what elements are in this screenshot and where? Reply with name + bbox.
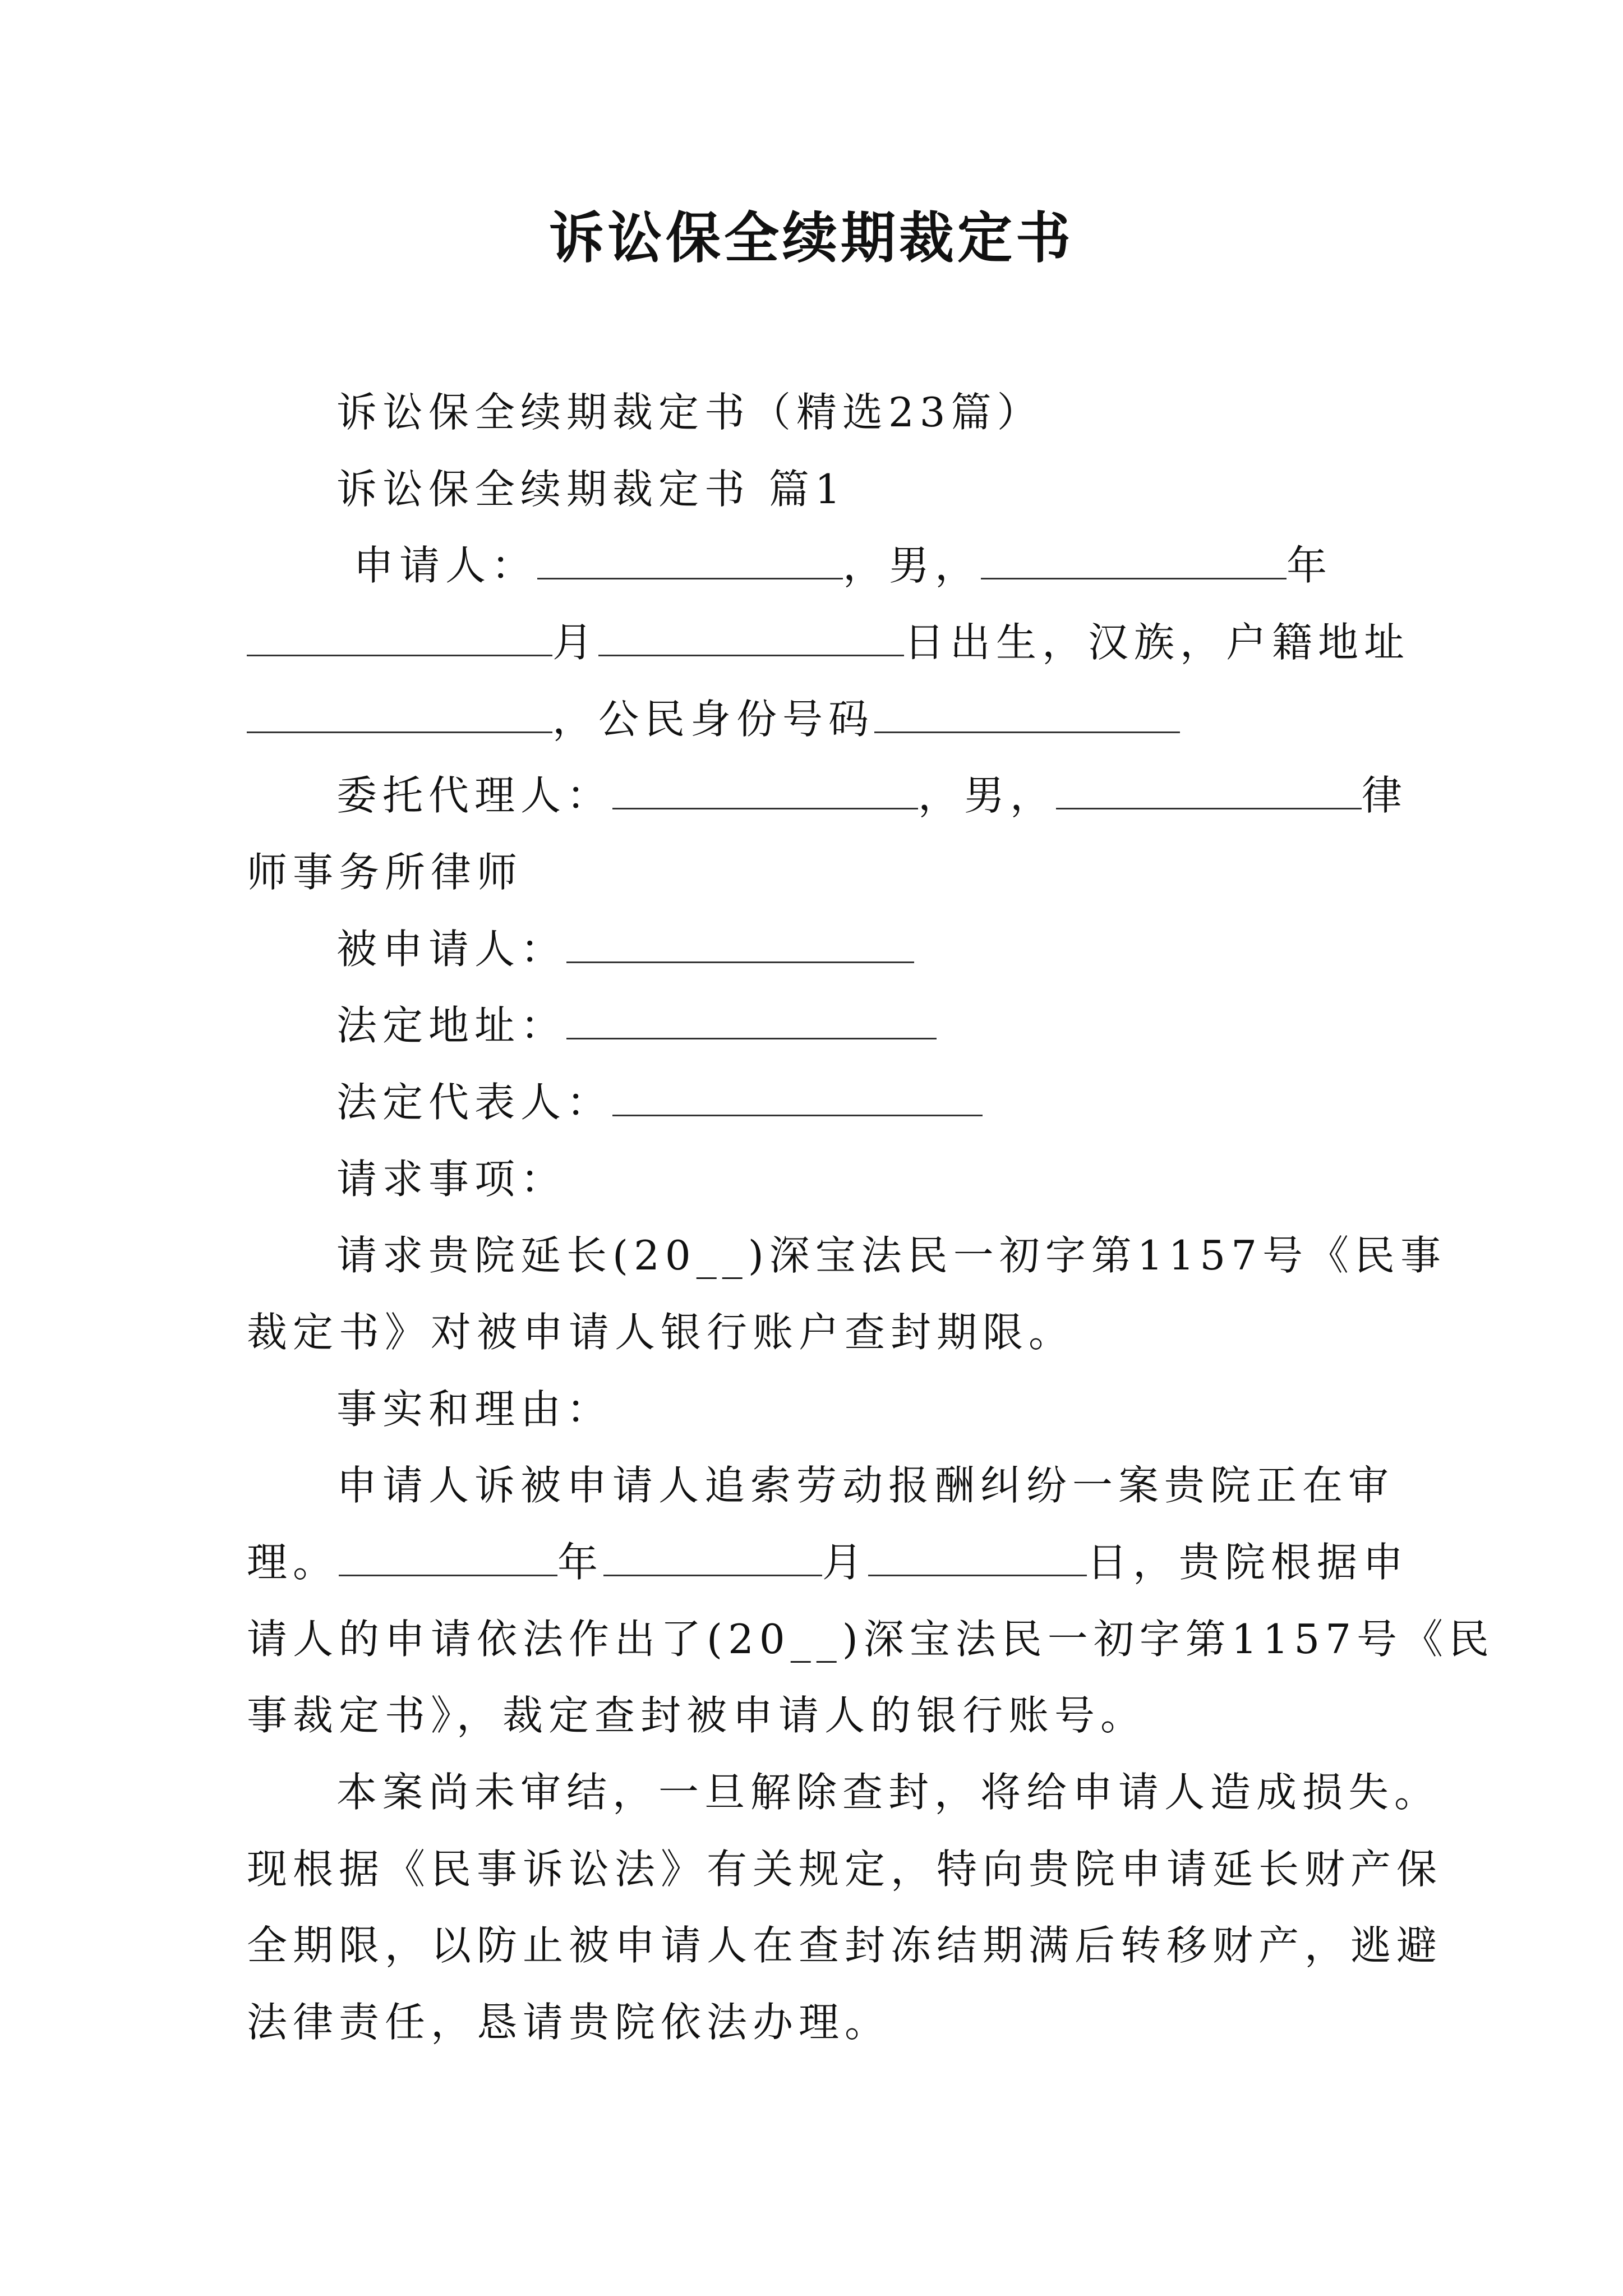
document-title: 诉讼保全续期裁定书 bbox=[548, 206, 1074, 270]
birth-year-blank bbox=[981, 541, 1287, 579]
legal-address-line bbox=[336, 997, 937, 1053]
agent-label: 委托代理人： bbox=[336, 772, 613, 819]
subtitle: 诉讼保全续期裁定书（精选23篇） bbox=[336, 389, 1043, 436]
claims-heading: 请求事项： bbox=[336, 1156, 567, 1203]
respondent-line bbox=[336, 921, 914, 977]
ruling-month-blank bbox=[603, 1538, 822, 1576]
respondent-blank bbox=[566, 924, 914, 963]
birth-month-blank bbox=[247, 618, 552, 656]
ruling-year-blank bbox=[339, 1538, 557, 1576]
month-label: 月 bbox=[552, 619, 599, 666]
legal-address-blank bbox=[566, 1001, 937, 1039]
legal-rep-line bbox=[336, 1074, 983, 1130]
facts-p2-line-2: 现根据《民事诉讼法》有关规定，特向贵院申请延长财产保 bbox=[247, 1846, 1443, 1893]
birth-ethnicity-label: 日出生，汉族，户籍地址 bbox=[904, 619, 1410, 666]
household-address-blank bbox=[247, 694, 552, 733]
law-firm-blank bbox=[1056, 771, 1362, 809]
agent-gender: ，男， bbox=[918, 772, 1057, 819]
agent-name-blank bbox=[612, 771, 918, 809]
facts-p1-line-1: 申请人诉被申请人追索劳动报酬纠纷一案贵院正在审 bbox=[336, 1462, 1395, 1509]
facts-p2-line-3: 全期限，以防止被申请人在查封冻结期满后转移财产，逃避 bbox=[247, 1922, 1443, 1969]
applicant-gender: ，男， bbox=[843, 542, 981, 589]
id-number-label: ，公民身份号码 bbox=[552, 696, 875, 743]
legal-rep-blank bbox=[612, 1078, 983, 1116]
applicant-line-1 bbox=[353, 537, 1332, 593]
claims-line-2: 裁定书》对被申请人银行账户查封期限。 bbox=[247, 1309, 1075, 1356]
applicant-line-2 bbox=[247, 614, 1410, 670]
agent-line-2: 师事务所律师 bbox=[247, 849, 523, 896]
facts-p1-line-3: 请人的申请依法作出了(20__)深宝法民一初字第1157号《民 bbox=[247, 1616, 1495, 1663]
year-label: 年 bbox=[1287, 542, 1333, 589]
applicant-label: 申请人： bbox=[353, 542, 538, 589]
facts-month-label: 月 bbox=[822, 1539, 869, 1586]
law-firm-tail: 律 bbox=[1362, 772, 1408, 819]
agent-line-1 bbox=[336, 767, 1408, 823]
facts-p2-line-1: 本案尚未审结，一旦解除查封，将给申请人造成损失。 bbox=[336, 1769, 1441, 1816]
claims-line-1: 请求贵院延长(20__)深宝法民一初字第1157号《民事 bbox=[336, 1232, 1447, 1279]
facts-heading: 事实和理由： bbox=[336, 1386, 613, 1433]
respondent-label: 被申请人： bbox=[336, 926, 567, 973]
id-number-blank bbox=[874, 694, 1180, 733]
applicant-line-3 bbox=[247, 691, 1180, 747]
applicant-name-blank bbox=[537, 541, 843, 579]
facts-p1-line-4: 事裁定书》，裁定查封被申请人的银行账号。 bbox=[247, 1692, 1147, 1739]
facts-p1-end: 日，贵院根据申 bbox=[1087, 1539, 1409, 1586]
birth-day-blank bbox=[598, 618, 904, 656]
section-heading: 诉讼保全续期裁定书 篇1 bbox=[336, 466, 846, 513]
facts-p1-start: 理。 bbox=[247, 1539, 339, 1586]
legal-address-label: 法定地址： bbox=[336, 1002, 567, 1049]
legal-rep-label: 法定代表人： bbox=[336, 1079, 613, 1126]
facts-p1-line-2 bbox=[247, 1534, 1409, 1590]
facts-p2-line-4: 法律责任，恳请贵院依法办理。 bbox=[247, 1999, 891, 2046]
facts-year-label: 年 bbox=[557, 1539, 604, 1586]
ruling-day-blank bbox=[868, 1538, 1087, 1576]
